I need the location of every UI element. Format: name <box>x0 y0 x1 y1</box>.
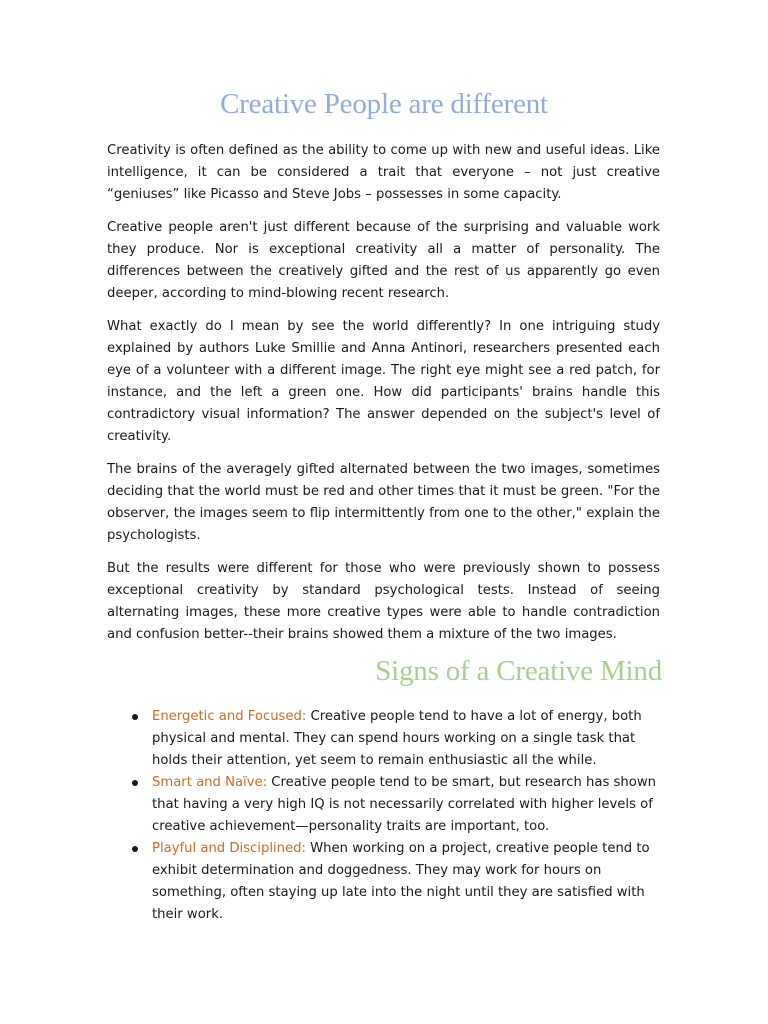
sign-term: Playful and Disciplined: <box>152 841 306 856</box>
list-item <box>107 772 660 838</box>
sign-text: Creative people tend to be smart, but research has shown that having a very high IQ is not necessarily correlated with higher levels of creative achievement—personality traits are important, too. <box>152 775 656 834</box>
list-item <box>107 706 660 772</box>
sign-term: Smart and Naïve: <box>152 775 268 790</box>
sign-text: When working on a project, creative people tend to exhibit determination and doggedness. They may work for hours on something, often staying up late into the night until they are satisfied with their work. <box>152 841 650 922</box>
paragraph-1: Creativity is often defined as the ability to come up with new and useful ideas. Like intelligence, it can be considered a trait that everyone – not just creative “geniuses” like Picasso and Steve Jobs – possesses in some capacity. <box>107 143 660 202</box>
paragraph-2: Creative people aren't just different because of the surprising and valuable work they produce. Nor is exceptional creativity all a matter of personality. The differences between the creatively gifted and the rest of us apparently go even deeper, according to mind-blowing recent research. <box>107 220 660 301</box>
sign-term: Energetic and Focused: <box>152 709 307 724</box>
section-heading: Signs of a Creative Mind <box>375 655 662 687</box>
bullet-icon <box>132 714 138 720</box>
bullet-icon <box>132 846 138 852</box>
page-title: Creative People are different <box>220 88 548 120</box>
paragraph-4: The brains of the averagely gifted alternated between the two images, sometimes deciding that the world must be red and other times that it must be green. "For the observer, the images seem to flip intermittently from one to the other," explain the psychologists. <box>107 462 660 543</box>
list-item <box>107 838 660 926</box>
paragraph-5: But the results were different for those who were previously shown to possess exceptional creativity by standard psychological tests. Instead of seeing alternating images, these more creative types were able to handle contradiction and confusion better--their brains showed them a mixture of the two images. <box>107 561 660 642</box>
paragraph-3: What exactly do I mean by see the world differently? In one intriguing study explained by authors Luke Smillie and Anna Antinori, researchers presented each eye of a volunteer with a different image. The right eye might see a red patch, for instance, and the left a green one. How did participants' brains handle this contradictory visual information? The answer depended on the subject's level of creativity. <box>107 319 660 444</box>
sign-text: Creative people tend to have a lot of energy, both physical and mental. They can spend hours working on a single task that holds their attention, yet seem to remain enthusiastic all the while. <box>152 709 642 768</box>
bullet-icon <box>132 780 138 786</box>
body-text <box>107 140 660 657</box>
signs-list <box>107 706 660 926</box>
